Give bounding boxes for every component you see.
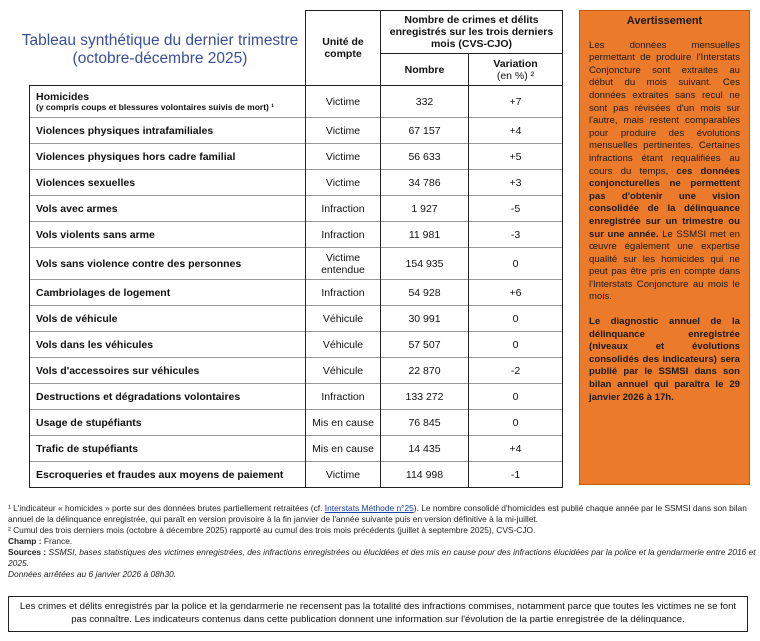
row-label bbox=[30, 196, 306, 222]
table-row bbox=[30, 306, 563, 332]
row-unit: Mis en cause bbox=[306, 410, 381, 436]
row-unit: Victime bbox=[306, 118, 381, 144]
sources-note bbox=[8, 547, 758, 569]
row-number: 14 435 bbox=[381, 436, 469, 462]
table-row bbox=[30, 86, 563, 118]
row-label-text: Homicides bbox=[36, 91, 90, 103]
row-number: 154 935 bbox=[381, 248, 469, 280]
row-label bbox=[30, 332, 306, 358]
row-unit: Victime bbox=[306, 144, 381, 170]
row-label bbox=[30, 170, 306, 196]
warning-box bbox=[579, 10, 750, 485]
row-label bbox=[30, 248, 306, 280]
row-unit: Victime bbox=[306, 170, 381, 196]
row-variation: 0 bbox=[469, 410, 563, 436]
row-label-text: Vols avec armes bbox=[36, 202, 118, 215]
row-number: 54 928 bbox=[381, 280, 469, 306]
table-row bbox=[30, 462, 563, 488]
footnote-1 bbox=[8, 503, 758, 525]
champ-label: Champ : bbox=[8, 536, 42, 546]
row-label-text: Vols d'accessoires sur véhicules bbox=[36, 364, 200, 377]
champ-note bbox=[8, 536, 758, 547]
row-unit: Victime bbox=[306, 86, 381, 118]
row-label-text: Vols de véhicule bbox=[36, 312, 118, 325]
row-label-text: Trafic de stupéfiants bbox=[36, 442, 139, 455]
table-row bbox=[30, 410, 563, 436]
footnotes bbox=[8, 503, 758, 580]
row-label-text: Escroqueries et fraudes aux moyens de paiement bbox=[36, 468, 284, 481]
row-number: 114 998 bbox=[381, 462, 469, 488]
row-label bbox=[30, 384, 306, 410]
footnote-2: ² Cumul des trois derniers mois (octobre à décembre 2025) rapporté au cumul des trois mois précédents (juillet à septembre 2025), CVS-CJO. bbox=[8, 525, 536, 535]
number-header: Nombre bbox=[381, 54, 469, 86]
methode-link[interactable]: Interstats Méthode n°25 bbox=[324, 503, 414, 513]
row-variation: 0 bbox=[469, 248, 563, 280]
row-variation: +5 bbox=[469, 144, 563, 170]
row-variation: +4 bbox=[469, 118, 563, 144]
row-label-text: Violences sexuelles bbox=[36, 176, 136, 189]
row-variation: +7 bbox=[469, 86, 563, 118]
warning-annual-notice: Le diagnostic annuel de la délinquance enregistrée (niveaux et évolutions consolidés des indicateurs) sera publié par le SSMSI dans son bilan annuel qui paraîtra le 29 janvier 2026 à 17h. bbox=[589, 316, 740, 403]
row-variation: +6 bbox=[469, 280, 563, 306]
row-label-text: Usage de stupéfiants bbox=[36, 416, 142, 429]
data-date-note: Données arrêtées au 6 janvier 2026 à 08h30. bbox=[8, 569, 177, 579]
row-unit: Véhicule bbox=[306, 358, 381, 384]
row-number: 11 981 bbox=[381, 222, 469, 248]
row-unit: Victime entendue bbox=[306, 248, 381, 280]
row-number: 56 633 bbox=[381, 144, 469, 170]
row-label-text: Vols sans violence contre des personnes bbox=[36, 257, 242, 270]
table-row bbox=[30, 144, 563, 170]
row-unit: Mis en cause bbox=[306, 436, 381, 462]
row-number: 30 991 bbox=[381, 306, 469, 332]
table-row bbox=[30, 436, 563, 462]
table-row bbox=[30, 358, 563, 384]
summary-table bbox=[29, 10, 563, 488]
row-unit: Infraction bbox=[306, 222, 381, 248]
variation-header-label: Variation bbox=[493, 57, 538, 70]
row-unit: Véhicule bbox=[306, 306, 381, 332]
row-unit: Infraction bbox=[306, 196, 381, 222]
row-label bbox=[30, 86, 306, 118]
footnote-1-end: ). Le nombre consolidé d'homicides est publié chaque année par le SSMSI dans son bilan annuel de la délinquance enregistrée, qui paraît en version provisoire à la fin janvier de l'année suivante puis en version définitive à la mi-juillet. bbox=[8, 503, 747, 524]
table-body bbox=[30, 86, 563, 488]
row-unit: Infraction bbox=[306, 384, 381, 410]
row-variation: -3 bbox=[469, 222, 563, 248]
disclaimer-box: Les crimes et délits enregistrés par la police et la gendarmerie ne recensent pas la totalité des infractions commises, notamment parce que toutes les victimes ne se font pas connaître. Les indicateurs contenus dans cette publication donnent une information sur l'évolution de la partie enregistrée de la délinquance. bbox=[8, 596, 748, 632]
table-row bbox=[30, 222, 563, 248]
table-row bbox=[30, 248, 563, 280]
count-group-header: Nombre de crimes et délits enregistrés sur les trois derniers mois (CVS-CJO) bbox=[381, 11, 563, 54]
table-row bbox=[30, 118, 563, 144]
row-variation: +4 bbox=[469, 436, 563, 462]
row-variation: 0 bbox=[469, 332, 563, 358]
row-number: 1 927 bbox=[381, 196, 469, 222]
row-variation: 0 bbox=[469, 306, 563, 332]
row-label bbox=[30, 358, 306, 384]
row-number: 133 272 bbox=[381, 384, 469, 410]
table-row bbox=[30, 196, 563, 222]
row-label bbox=[30, 118, 306, 144]
row-label bbox=[30, 222, 306, 248]
row-label bbox=[30, 436, 306, 462]
row-variation: -5 bbox=[469, 196, 563, 222]
warning-text-start: Les données mensuelles permettant de produire l'Interstats Conjoncture sont extraites au début du mois suivant. Ces données extraites sans recul ne sont pas révisées d'un mois sur l'autre, mais restent comparables pour produire des évolutions mensuelles pertinentes. Certaines infractions étant requalifiées au cours du temps, bbox=[589, 39, 740, 177]
row-number: 332 bbox=[381, 86, 469, 118]
row-sublabel: (y compris coups et blessures volontaires suivis de mort) ¹ bbox=[36, 102, 275, 112]
sources-label: Sources : bbox=[8, 547, 47, 557]
warning-text bbox=[589, 40, 740, 304]
row-label bbox=[30, 306, 306, 332]
row-label-text: Violences physiques intrafamiliales bbox=[36, 124, 214, 137]
sources-value: SSMSI, bases statistiques des victimes enregistrées, des infractions enregistrées ou élucidées et des mis en cause pour des infractions élucidées par la police et la gendarmerie entre 2016 et 2025. bbox=[8, 547, 756, 568]
row-label-text: Vols violents sans arme bbox=[36, 228, 155, 241]
row-unit: Véhicule bbox=[306, 332, 381, 358]
table-row bbox=[30, 170, 563, 196]
warning-text-bold: ces données conjoncturelles ne permettent pas d'obtenir une vision consolidée de la délinquance enregistrée sur un trimestre ou sur une année. bbox=[589, 165, 740, 240]
row-number: 67 157 bbox=[381, 118, 469, 144]
row-label bbox=[30, 280, 306, 306]
variation-header-unit: (en %) ² bbox=[496, 69, 535, 82]
table-row bbox=[30, 332, 563, 358]
row-variation: 0 bbox=[469, 384, 563, 410]
champ-value: France. bbox=[41, 536, 73, 546]
row-variation: +3 bbox=[469, 170, 563, 196]
row-label-text: Vols dans les véhicules bbox=[36, 338, 154, 351]
row-unit: Victime bbox=[306, 462, 381, 488]
table-row bbox=[30, 384, 563, 410]
row-number: 76 845 bbox=[381, 410, 469, 436]
row-variation: -1 bbox=[469, 462, 563, 488]
row-label-text: Destructions et dégradations volontaires bbox=[36, 390, 241, 403]
unit-header: Unité de compte bbox=[306, 11, 381, 86]
row-label bbox=[30, 410, 306, 436]
row-number: 57 507 bbox=[381, 332, 469, 358]
warning-text-end: Le SSMSI met en œuvre également une expertise qualité sur les homicides qui ne peut pas être pris en compte dans l'Interstats Conjoncture au mois le mois. bbox=[589, 228, 740, 303]
row-label-text: Cambriolages de logement bbox=[36, 286, 171, 299]
row-number: 34 786 bbox=[381, 170, 469, 196]
footnote-1-start: ¹ L'indicateur « homicides » porte sur des données brutes partiellement retraitées (cf. bbox=[8, 503, 325, 513]
row-label bbox=[30, 462, 306, 488]
variation-header bbox=[469, 54, 563, 86]
row-number: 22 870 bbox=[381, 358, 469, 384]
row-variation: -2 bbox=[469, 358, 563, 384]
row-label-text: Violences physiques hors cadre familial bbox=[36, 150, 236, 163]
page-title: Tableau synthétique du dernier trimestre (octobre-décembre 2025) bbox=[21, 32, 299, 67]
row-unit: Infraction bbox=[306, 280, 381, 306]
warning-title: Avertissement bbox=[626, 15, 703, 27]
row-label bbox=[30, 144, 306, 170]
table-row bbox=[30, 280, 563, 306]
